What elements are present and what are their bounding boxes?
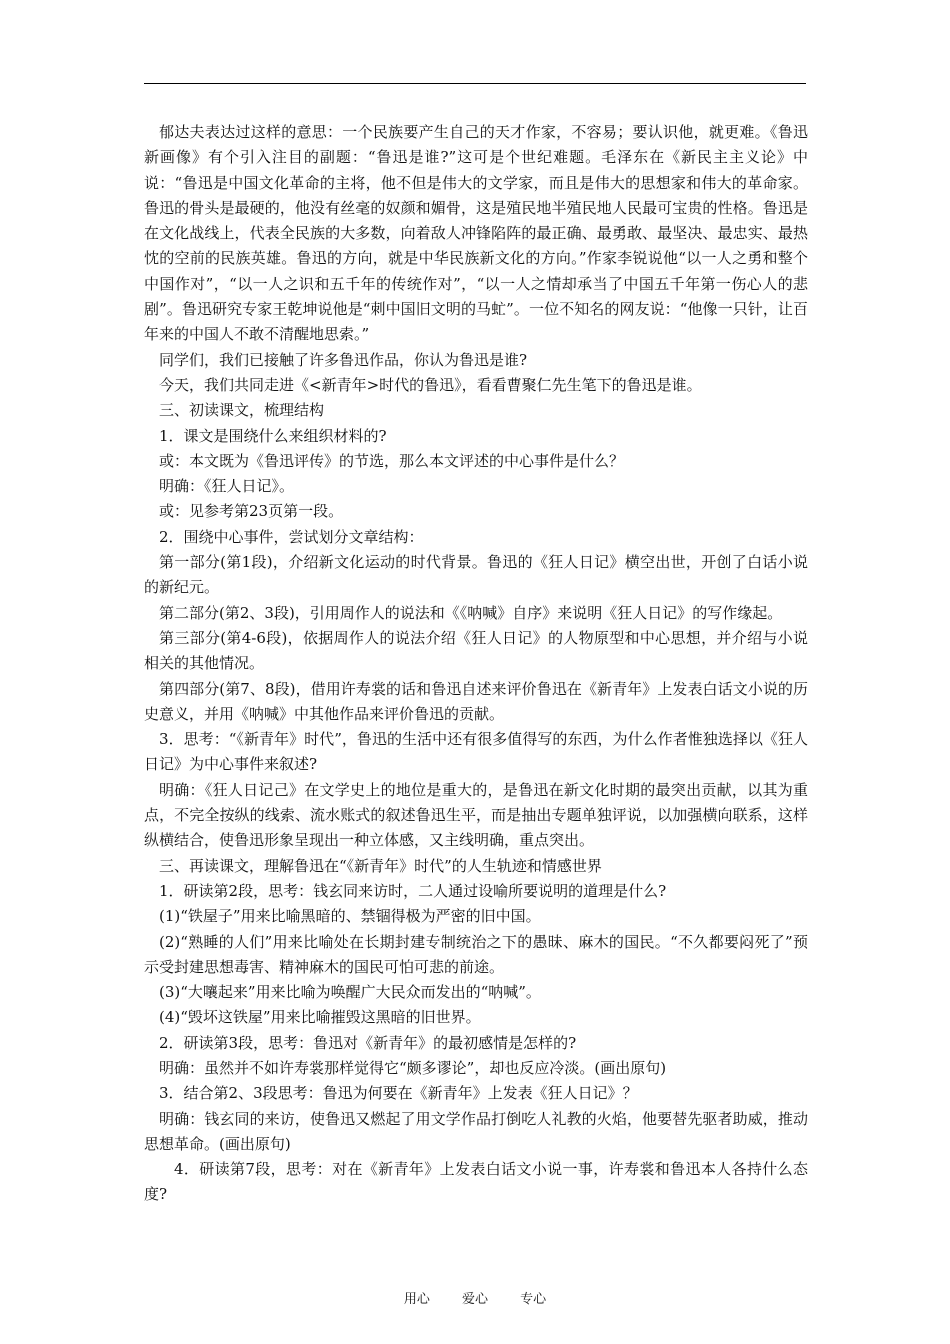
section-heading: 三、初读课文，梳理结构 xyxy=(159,401,325,420)
footer-item: 用心 xyxy=(403,1292,430,1307)
page-footer xyxy=(0,1288,950,1307)
paragraph: 3．思考：“《新青年》时代”，鲁迅的生活中还有很多值得写的东西，为什么作者惟独选择以《狂人日记》为中心事件来叙述? xyxy=(144,730,808,774)
paragraph: (4)“毁坏这铁屋”用来比喻摧毁这黑暗的旧世界。 xyxy=(159,1008,481,1027)
paragraph: 1．研读第2段，思考：钱玄同来访时，二人通过设喻所要说明的道理是什么? xyxy=(159,881,667,900)
paragraph: 明确：《狂人日记己》在文学史上的地位是重大的，是鲁迅在新文化时期的最突出贡献，以其为重点，不完全按纵的线索、流水账式的叙述鲁迅生平，而是抽出专题单独评说，以加强横向联系，这样纵横结合，使鲁迅形象呈现出一种立体感，又主线明确，重点突出。 xyxy=(144,780,808,850)
paragraph: 4．研读第7段，思考：对在《新青年》上发表白话文小说一事，许寿裳和鲁迅本人各持什么态度? xyxy=(144,1160,808,1204)
paragraph: 郁达夫表达过这样的意思：一个民族要产生自己的天才作家，不容易；要认识他，就更难。《鲁迅新画像》有个引入注目的副题：“鲁迅是谁?”这可是个世纪难题。毛泽东在《新民主主义论》中说：“鲁迅是中国文化革命的主将，他不但是伟大的文学家，而且是伟大的思想家和伟大的革命家。鲁迅的骨头是最硬的，他没有丝毫的奴颜和媚骨，这是殖民地半殖民地人民最可宝贵的性格。鲁迅是在文化战线上，代表全民族的大多数，向着敌人冲锋陷阵的最正确、最勇敢、最坚决、最忠实、最热忱的空前的民族英雄。鲁迅的方向，就是中华民族新文化的方向。”作家李锐说他“以一人之勇和整个中国作对”，“以一人之识和五千年的传统作对”，“以一人之情却承当了中国五千年第一伤心人的悲剧”。鲁迅研究专家王乾坤说他是“刺中国旧文明的马虻”。一位不知名的网友说：“他像一只针，让百年来的中国人不敢不清醒地思索。” xyxy=(144,123,808,344)
paragraph: 2．研读第3段，思考：鲁迅对《新青年》的最初感情是怎样的? xyxy=(159,1033,577,1052)
paragraph: 明确：《狂人日记》。 xyxy=(159,477,295,496)
paragraph: (3)“大嚷起来”用来比喻为唤醒广大民众而发出的“呐喊”。 xyxy=(159,983,541,1002)
section-heading: 三、再读课文，理解鲁迅在“《新青年》时代”的人生轨迹和情感世界 xyxy=(159,856,602,875)
paragraph: 同学们，我们已接触了许多鲁迅作品，你认为鲁迅是谁? xyxy=(159,350,528,369)
paragraph: 或：见参考第23页第一段。 xyxy=(159,502,344,521)
paragraph: 今天，我们共同走进《<新青年>时代的鲁迅》，看看曹聚仁先生笔下的鲁迅是谁。 xyxy=(159,375,702,394)
paragraph: 明确：虽然并不如许寿裳那样觉得它“颇多谬论”，却也反应冷淡。(画出原句) xyxy=(159,1058,667,1077)
paragraph: 第一部分(第1段)，介绍新文化运动的时代背景。鲁迅的《狂人日记》横空出世，开创了白话小说的新纪元。 xyxy=(144,553,808,597)
paragraph: 第四部分(第7、8段)，借用许寿裳的话和鲁迅自述来评价鲁迅在《新青年》上发表白话文小说的历史意义，并用《呐喊》中其他作品来评价鲁迅的贡献。 xyxy=(144,679,808,723)
paragraph: 第二部分(第2、3段)，引用周作人的说法和《《呐喊》自序》来说明《狂人日记》的写作缘起。 xyxy=(159,603,783,622)
paragraph: 1．课文是围绕什么来组织材料的? xyxy=(159,426,387,445)
footer-item: 专心 xyxy=(520,1292,547,1307)
body-text xyxy=(144,120,808,1208)
paragraph: 明确：钱玄同的来访，使鲁迅又燃起了用文学作品打倒吃人礼教的火焰，他要替先驱者助威，推动思想革命。(画出原句) xyxy=(144,1109,808,1153)
header-rule xyxy=(144,83,806,84)
paragraph: 2．围绕中心事件，尝试划分文章结构： xyxy=(159,527,424,546)
paragraph: 3．结合第2、3段思考：鲁迅为何要在《新青年》上发表《狂人日记》？ xyxy=(159,1084,638,1103)
paragraph: 或：本文既为《鲁迅评传》的节选，那么本文评述的中心事件是什么？ xyxy=(159,451,625,470)
paragraph: 第三部分(第4-6段)，依据周作人的说法介绍《狂人日记》的人物原型和中心思想，并介绍与小说相关的其他情况。 xyxy=(144,628,808,673)
paragraph: (1)“铁屋子”用来比喻黑暗的、禁锢得极为严密的旧中国。 xyxy=(159,907,541,926)
paragraph: (2)“熟睡的人们”用来比喻处在长期封建专制统治之下的愚昧、麻木的国民。“不久都要闷死了”预示受封建思想毒害、精神麻木的国民可怕可悲的前途。 xyxy=(144,932,808,976)
footer-item: 爱心 xyxy=(461,1292,488,1307)
